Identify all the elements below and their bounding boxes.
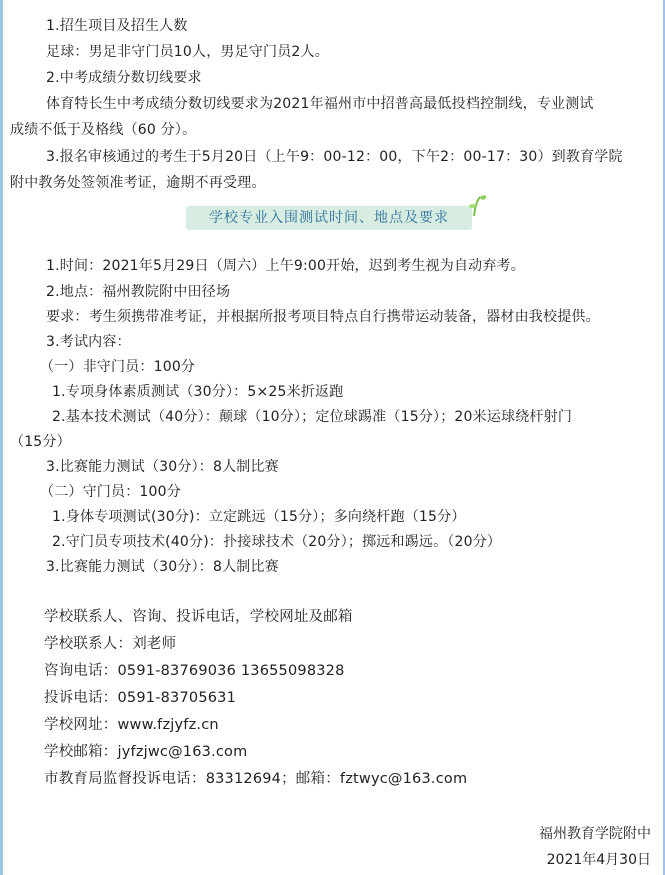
group-keeper-item-1: 1.身体专项测试(30分)：立定跳远（15分）；多向绕杆跑（15分） (52, 509, 466, 525)
exam-content-title: 3.考试内容： (46, 334, 131, 350)
consult-phone: 咨询电话：0591-83769036 13655098328 (44, 663, 345, 679)
group-nonkeeper-item-3: 3.比赛能力测试（30分）：8人制比赛 (46, 459, 279, 475)
section-banner (186, 206, 472, 230)
left-border (0, 0, 3, 875)
enrollment-heading: 1.招生项目及招生人数 (46, 18, 188, 34)
exam-time: 1.时间：2021年5月29日（周六）上午9:00开始，迟到考生视为自动弃考。 (46, 258, 525, 274)
group-nonkeeper-item-2-cont: （15分） (10, 434, 71, 450)
school-email: 学校邮箱：jyfzjwc@163.com (44, 744, 248, 760)
contact-heading: 学校联系人、咨询、投诉电话，学校网址及邮箱 (44, 609, 353, 625)
score-requirement-text-cont: 成绩不低于及格线（60 分）。 (10, 122, 197, 138)
score-requirement-heading: 2.中考成绩分数切线要求 (46, 70, 202, 86)
group-nonkeeper-title: （一）非守门员：100分 (40, 359, 196, 375)
footer-date: 2021年4月30日 (546, 852, 651, 868)
group-keeper-item-2: 2.守门员专项技术(40分)：扑接球技术（20分）；掷远和踢远。（20分） (52, 534, 502, 550)
school-website: 学校网址：www.fzjyfz.cn (44, 717, 219, 733)
group-keeper-item-3: 3.比赛能力测试（30分）：8人制比赛 (46, 559, 279, 575)
leaf-sprout-icon (466, 192, 488, 218)
banner-title: 学校专业入围测试时间、地点及要求 (209, 210, 449, 226)
group-nonkeeper-item-2: 2.基本技术测试（40分）：颠球（10分）；定位球踢准（15分）；20米运球绕杆射门 (52, 409, 573, 425)
enrollment-quota: 足球：男足非守门员10人，男足守门员2人。 (46, 44, 329, 60)
score-requirement-text: 体育特长生中考成绩分数切线要求为2021年福州市中招普高最低投档控制线，专业测试 (46, 96, 594, 112)
contact-person: 学校联系人：刘老师 (44, 636, 177, 652)
registration-text: 3.报名审核通过的考生于5月20日（上午9：00-12：00，下午2：00-17：30）到教育学院 (46, 149, 623, 165)
group-keeper-title: （二）守门员：100分 (40, 484, 181, 500)
exam-requirement: 要求：考生须携带准考证，并根据所报考项目特点自行携带运动装备，器材由我校提供。 (46, 309, 600, 325)
bureau-contact: 市教育局监督投诉电话：83312694；邮箱：fztwyc@163.com (44, 771, 468, 787)
group-nonkeeper-item-1: 1.专项身体素质测试（30分）：5×25米折返跑 (52, 384, 344, 400)
complaint-phone: 投诉电话：0591-83705631 (44, 690, 237, 706)
registration-text-cont: 附中教务处签领准考证，逾期不再受理。 (10, 175, 266, 191)
exam-place: 2.地点：福州教院附中田径场 (46, 284, 231, 300)
footer-school: 福州教育学院附中 (539, 826, 651, 842)
